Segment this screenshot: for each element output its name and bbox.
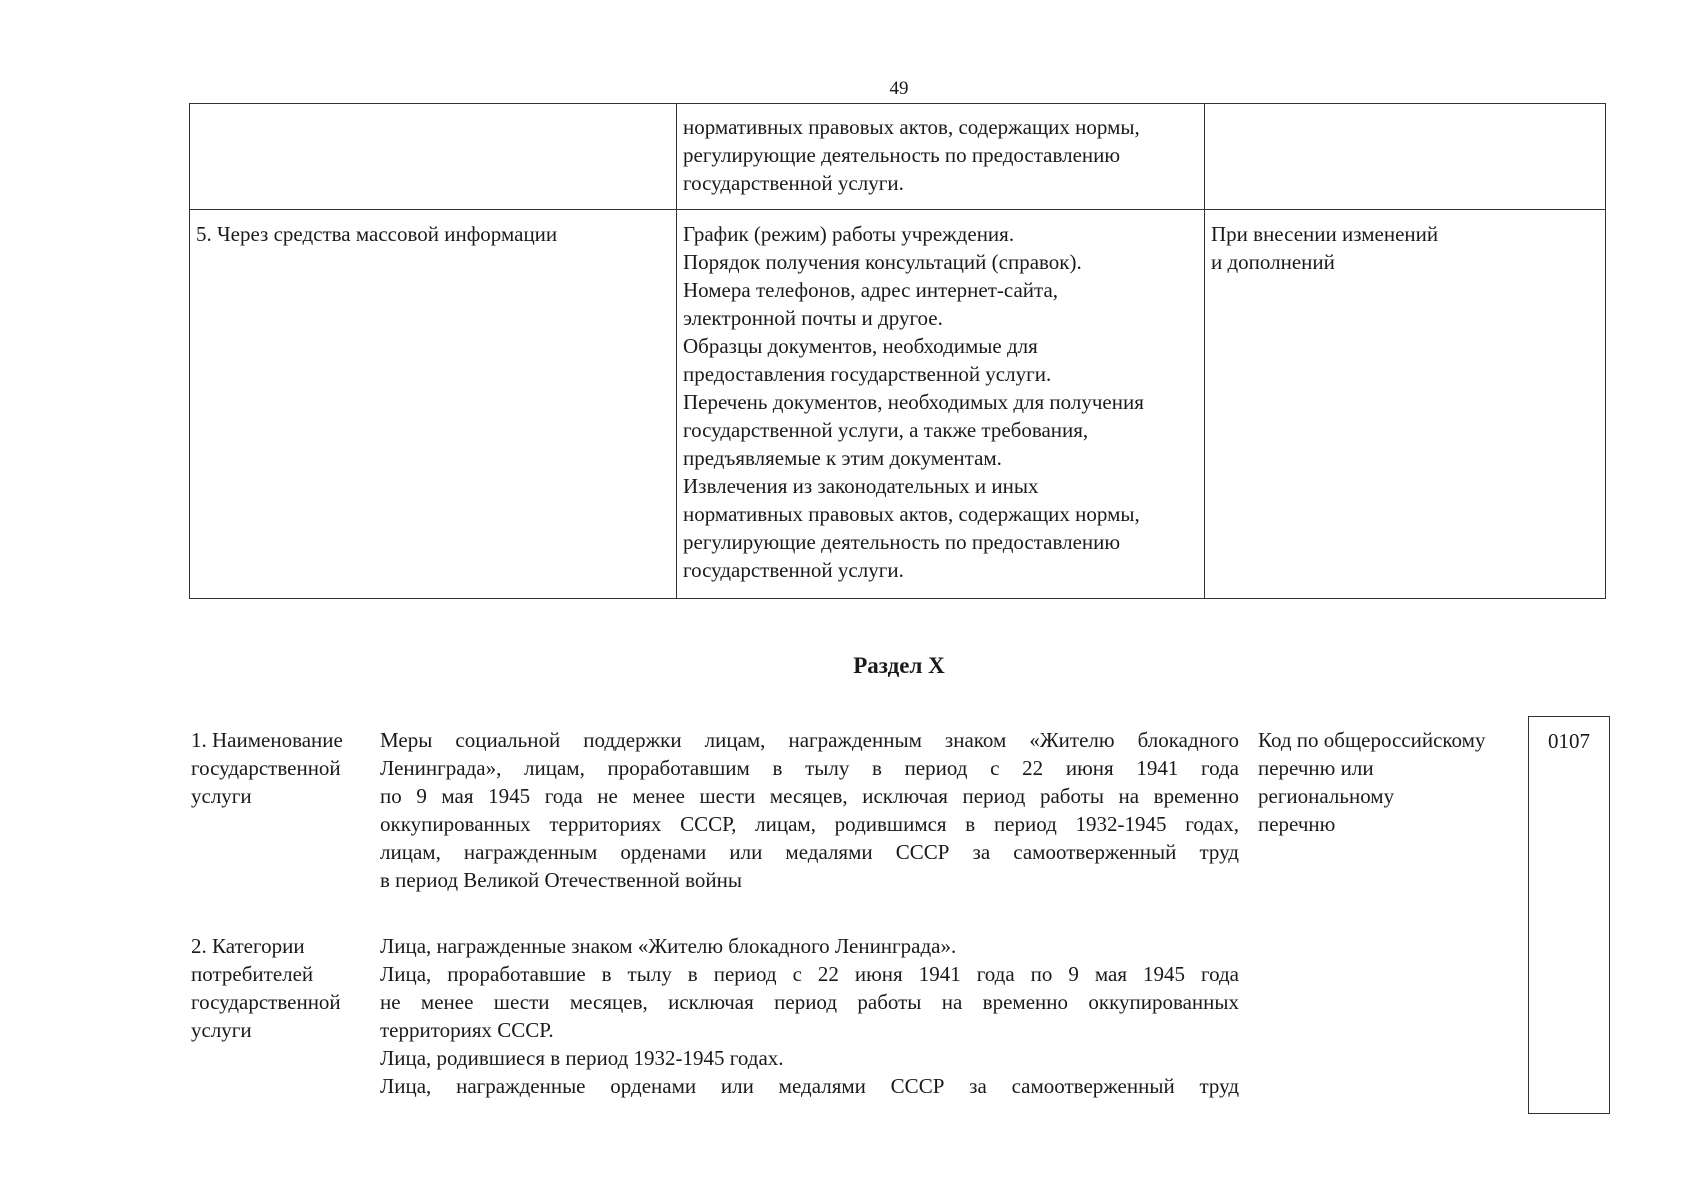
text-line: регулирующие деятельность по предоставлению <box>683 530 1121 554</box>
consumer-categories-label <box>191 932 371 1044</box>
table-cell-frequency <box>1205 210 1606 599</box>
text-line: государственной <box>191 990 341 1014</box>
text-line: государственной услуги. <box>683 558 904 582</box>
text-line: Лица, проработавшие в тылу в период с 22 июня 1941 года по 9 мая 1945 года <box>380 962 1239 986</box>
text-line: по 9 мая 1945 года не менее шести месяцев, исключая период работы на временно <box>380 784 1239 808</box>
text-line: Лица, родившиеся в период 1932-1945 годах. <box>380 1046 784 1070</box>
text-line: 1. Наименование <box>191 728 343 752</box>
consumer-categories-text <box>380 932 1239 1100</box>
text-line: перечню <box>1258 812 1336 836</box>
text-line: оккупированных территориях СССР, лицам, родившимся в период 1932-1945 годах, <box>380 812 1239 836</box>
text-line: регулирующие деятельность по предоставлению <box>683 143 1121 167</box>
text-line: региональному <box>1258 784 1395 808</box>
code-value: 0107 <box>1548 729 1590 753</box>
text-line: 5. Через средства массовой информации <box>196 222 558 246</box>
text-line: государственной услуги. <box>683 171 904 195</box>
text-line: государственной <box>191 756 341 780</box>
text-line: Образцы документов, необходимые для <box>683 334 1038 358</box>
code-value-box <box>1528 716 1610 1114</box>
text-line: электронной почты и другое. <box>683 306 943 330</box>
text-line: и дополнений <box>1211 250 1335 274</box>
text-line: Меры социальной поддержки лицам, награжденным знаком «Жителю блокадного <box>380 728 1239 752</box>
page-number: 49 <box>889 78 909 99</box>
text-line: территориях СССР. <box>380 1018 554 1042</box>
text-line: График (режим) работы учреждения. <box>683 222 1015 246</box>
text-line: не менее шести месяцев, исключая период работы на временно оккупированных <box>380 990 1239 1014</box>
text-line: в период Великой Отечественной войны <box>380 868 742 892</box>
table-row <box>190 104 1606 210</box>
text-line: Лица, награжденные знаком «Жителю блокадного Ленинграда». <box>380 934 957 958</box>
text-line: Лица, награжденные орденами или медалями СССР за самоотверженный труд <box>380 1074 1239 1098</box>
code-label <box>1258 726 1518 838</box>
table-row <box>190 210 1606 599</box>
text-line: Перечень документов, необходимых для получения <box>683 390 1144 414</box>
text-line: государственной услуги, а также требования, <box>683 418 1089 442</box>
text-line: 2. Категории <box>191 934 305 958</box>
service-name-text <box>380 726 1239 894</box>
text-line: услуги <box>191 1018 252 1042</box>
text-line: Ленинграда», лицам, проработавшим в тылу в период с 22 июня 1941 года <box>380 756 1239 780</box>
table-cell-content <box>677 210 1205 599</box>
table-cell-content <box>677 104 1205 210</box>
text-line: Номера телефонов, адрес интернет-сайта, <box>683 278 1059 302</box>
table-cell-method <box>190 104 677 210</box>
text-line: потребителей <box>191 962 314 986</box>
text-line: Код по общероссийскому <box>1258 728 1486 752</box>
table-cell-frequency <box>1205 104 1606 210</box>
text-line: лицам, награжденным орденами или медалями СССР за самоотверженный труд <box>380 840 1239 864</box>
text-line: Порядок получения консультаций (справок). <box>683 250 1082 274</box>
text-line: перечню или <box>1258 756 1374 780</box>
text-line: предоставления государственной услуги. <box>683 362 1052 386</box>
text-line: При внесении изменений <box>1211 222 1439 246</box>
service-name-label <box>191 726 371 810</box>
section-title: Раздел X <box>853 653 945 678</box>
information-table <box>189 103 1606 599</box>
text-line: предъявляемые к этим документам. <box>683 446 1002 470</box>
text-line: Извлечения из законодательных и иных <box>683 474 1039 498</box>
text-line: нормативных правовых актов, содержащих нормы, <box>683 115 1140 139</box>
text-line: нормативных правовых актов, содержащих нормы, <box>683 502 1140 526</box>
text-line: услуги <box>191 784 252 808</box>
table-cell-method <box>190 210 677 599</box>
